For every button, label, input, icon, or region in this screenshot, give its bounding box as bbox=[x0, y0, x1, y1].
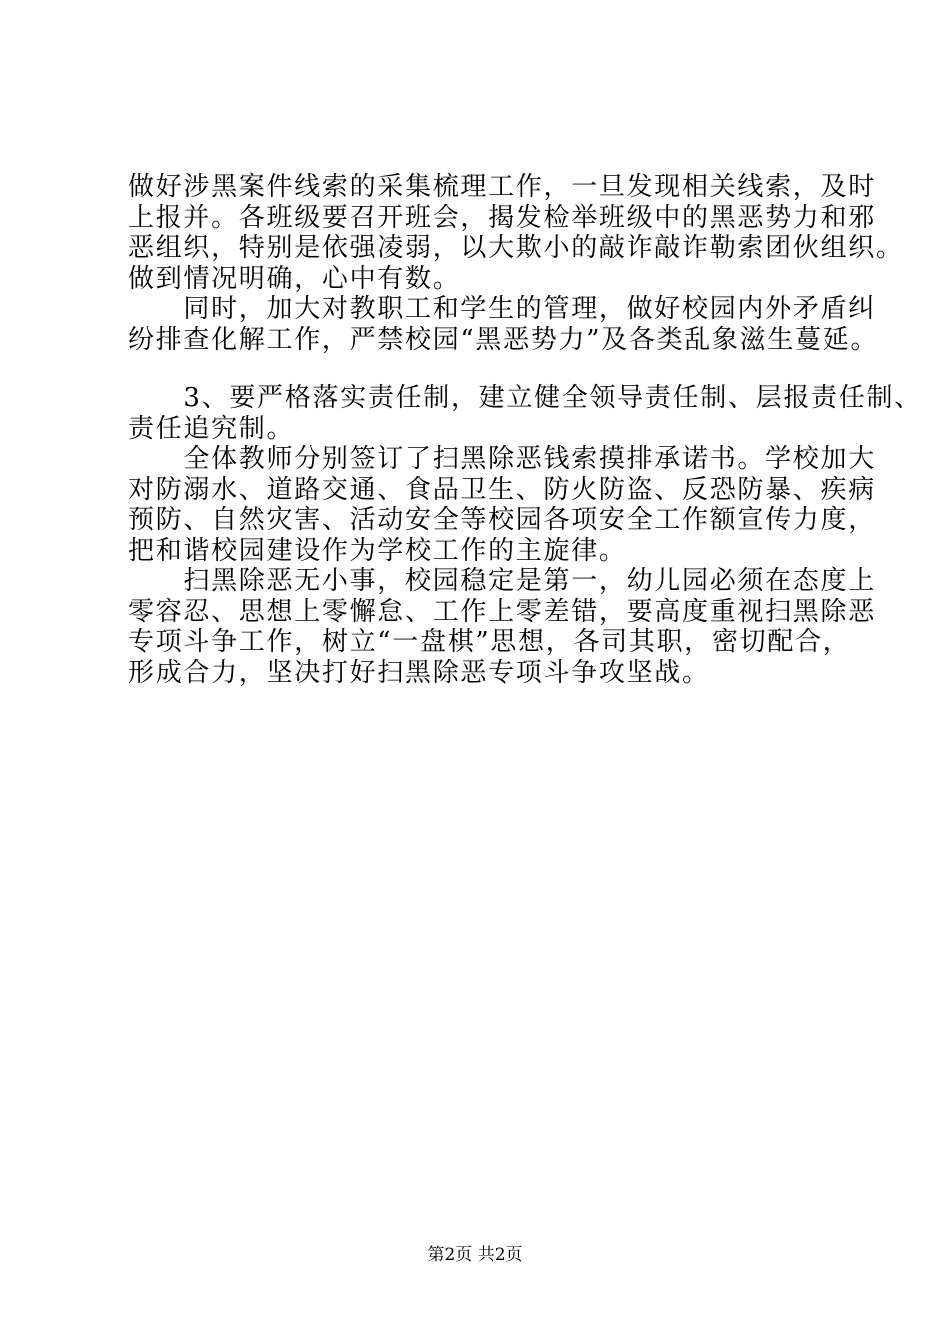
text-line: 预防、自然灾害、活动安全等校园各项安全工作额宣传力度， bbox=[128, 505, 876, 535]
text-line: 责任追究制。 bbox=[128, 413, 295, 444]
text-line: 3、要严格落实责任制，建立健全领导责任制、层报责任制、 bbox=[128, 383, 922, 413]
page-number-label: 第2页 共2页 bbox=[427, 1245, 523, 1265]
text-line: 做到情况明确，心中有数。 bbox=[128, 263, 461, 294]
paragraph-gap bbox=[128, 355, 844, 383]
text-line: 恶组织，特别是依强凌弱，以大欺小的敲诈敲诈勒索团伙组织。 bbox=[128, 233, 904, 263]
document-body bbox=[128, 172, 922, 688]
page-footer bbox=[0, 1244, 950, 1266]
text-line: 做好涉黑案件线索的采集梳理工作，一旦发现相关线索，及时 bbox=[128, 172, 876, 202]
text-line: 形成合力，坚决打好扫黑除恶专项斗争攻坚战。 bbox=[128, 657, 710, 688]
text-line: 同时，加大对教职工和学生的管理，做好校园内外矛盾纠 bbox=[128, 294, 876, 324]
text-line: 纷排查化解工作，严禁校园“黑恶势力”及各类乱象滋生蔓延。 bbox=[128, 324, 879, 355]
text-line: 全体教师分别签订了扫黑除恶钱索摸排承诺书。学校加大 bbox=[128, 444, 876, 474]
text-line: 零容忍、思想上零懈怠、工作上零差错，要高度重视扫黑除恶 bbox=[128, 596, 876, 627]
text-line: 专项斗争工作，树立“一盘棋”思想，各司其职，密切配合， bbox=[128, 627, 851, 657]
text-line: 扫黑除恶无小事，校园稳定是第一，幼儿园必须在态度上 bbox=[128, 566, 876, 596]
text-line: 上报并。各班级要召开班会，揭发检举班级中的黑恶势力和邪 bbox=[128, 202, 876, 233]
text-line: 对防溺水、道路交通、食品卫生、防火防盗、反恐防暴、疾病 bbox=[128, 474, 876, 505]
text-line: 把和谐校园建设作为学校工作的主旋律。 bbox=[128, 535, 627, 566]
